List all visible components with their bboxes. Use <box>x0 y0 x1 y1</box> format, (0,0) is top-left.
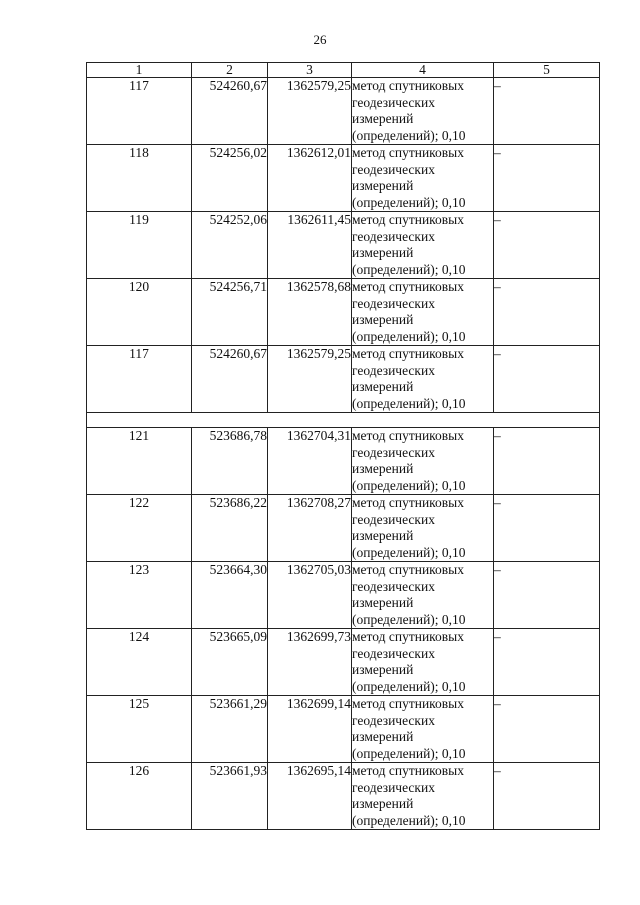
y-coordinate-cell: 1362699,14 <box>268 696 352 763</box>
x-coordinate-cell: 524256,02 <box>192 145 268 212</box>
method-text-line: метод спутниковых <box>352 145 464 160</box>
table-row <box>87 145 600 212</box>
note-cell: – <box>494 346 600 413</box>
note-cell: – <box>494 279 600 346</box>
method-text-line: измерений <box>352 528 414 543</box>
method-cell <box>352 279 494 346</box>
header-col-2: 2 <box>192 63 268 78</box>
table-header <box>87 63 600 78</box>
method-text-line: метод спутниковых <box>352 428 464 443</box>
method-text-line: (определений); 0,10 <box>352 745 466 761</box>
note-cell: – <box>494 78 600 145</box>
note-cell: – <box>494 495 600 562</box>
table-row <box>87 78 600 145</box>
method-text-line: (определений); 0,10 <box>352 477 466 493</box>
table-row <box>87 279 600 346</box>
y-coordinate-cell: 1362611,45 <box>268 212 352 279</box>
method-cell <box>352 495 494 562</box>
table-row <box>87 763 600 830</box>
method-text-line: геодезических <box>352 161 435 177</box>
point-number-cell: 125 <box>87 696 192 763</box>
method-cell <box>352 696 494 763</box>
method-text-line: измерений <box>352 595 414 610</box>
point-number-cell: 123 <box>87 562 192 629</box>
y-coordinate-cell: 1362699,73 <box>268 629 352 696</box>
note-cell: – <box>494 696 600 763</box>
method-text-line: метод спутниковых <box>352 279 464 294</box>
method-text-line: геодезических <box>352 712 435 728</box>
method-text-line: (определений); 0,10 <box>352 127 466 143</box>
table-row <box>87 428 600 495</box>
x-coordinate-cell: 524260,67 <box>192 78 268 145</box>
table-row <box>87 346 600 413</box>
x-coordinate-cell: 524252,06 <box>192 212 268 279</box>
method-text-line: измерений <box>352 245 414 260</box>
note-cell: – <box>494 145 600 212</box>
method-text-line: измерений <box>352 662 414 677</box>
y-coordinate-cell: 1362695,14 <box>268 763 352 830</box>
note-cell: – <box>494 629 600 696</box>
method-text-line: геодезических <box>352 362 435 378</box>
method-text-line: измерений <box>352 461 414 476</box>
method-text-line: метод спутниковых <box>352 629 464 644</box>
method-text-line: измерений <box>352 111 414 126</box>
method-text-line: (определений); 0,10 <box>352 261 466 277</box>
point-number-cell: 117 <box>87 78 192 145</box>
method-text-line: измерений <box>352 729 414 744</box>
method-text-line: геодезических <box>352 228 435 244</box>
method-text-line: измерений <box>352 379 414 394</box>
point-number-cell: 126 <box>87 763 192 830</box>
y-coordinate-cell: 1362704,31 <box>268 428 352 495</box>
method-text-line: геодезических <box>352 779 435 795</box>
x-coordinate-cell: 523665,09 <box>192 629 268 696</box>
method-text-line: метод спутниковых <box>352 562 464 577</box>
method-text-line: геодезических <box>352 94 435 110</box>
method-text-line: метод спутниковых <box>352 763 464 778</box>
y-coordinate-cell: 1362579,25 <box>268 346 352 413</box>
coordinates-table <box>86 62 600 830</box>
method-text-line: измерений <box>352 796 414 811</box>
method-cell <box>352 78 494 145</box>
table-row <box>87 212 600 279</box>
header-col-4: 4 <box>352 63 494 78</box>
group-separator-row <box>87 413 600 428</box>
method-text-line: (определений); 0,10 <box>352 678 466 694</box>
point-number-cell: 117 <box>87 346 192 413</box>
point-number-cell: 120 <box>87 279 192 346</box>
header-row <box>87 63 600 78</box>
y-coordinate-cell: 1362579,25 <box>268 78 352 145</box>
table-row <box>87 562 600 629</box>
method-cell <box>352 346 494 413</box>
method-text-line: геодезических <box>352 645 435 661</box>
point-number-cell: 124 <box>87 629 192 696</box>
method-text-line: геодезических <box>352 578 435 594</box>
method-text-line: измерений <box>352 178 414 193</box>
method-text-line: геодезических <box>352 511 435 527</box>
point-number-cell: 118 <box>87 145 192 212</box>
table-row <box>87 495 600 562</box>
x-coordinate-cell: 524256,71 <box>192 279 268 346</box>
table-row <box>87 696 600 763</box>
method-cell <box>352 145 494 212</box>
method-cell <box>352 629 494 696</box>
point-number-cell: 121 <box>87 428 192 495</box>
method-text-line: (определений); 0,10 <box>352 328 466 344</box>
note-cell: – <box>494 428 600 495</box>
x-coordinate-cell: 523686,22 <box>192 495 268 562</box>
note-cell: – <box>494 763 600 830</box>
point-number-cell: 119 <box>87 212 192 279</box>
method-text-line: метод спутниковых <box>352 696 464 711</box>
x-coordinate-cell: 523661,93 <box>192 763 268 830</box>
method-text-line: (определений); 0,10 <box>352 194 466 210</box>
method-text-line: измерений <box>352 312 414 327</box>
y-coordinate-cell: 1362612,01 <box>268 145 352 212</box>
y-coordinate-cell: 1362705,03 <box>268 562 352 629</box>
method-text-line: метод спутниковых <box>352 495 464 510</box>
method-text-line: (определений); 0,10 <box>352 611 466 627</box>
header-col-1: 1 <box>87 63 192 78</box>
method-text-line: геодезических <box>352 295 435 311</box>
header-col-3: 3 <box>268 63 352 78</box>
method-cell <box>352 212 494 279</box>
x-coordinate-cell: 523664,30 <box>192 562 268 629</box>
y-coordinate-cell: 1362708,27 <box>268 495 352 562</box>
method-cell <box>352 763 494 830</box>
method-text-line: (определений); 0,10 <box>352 812 466 828</box>
method-text-line: (определений); 0,10 <box>352 395 466 411</box>
method-text-line: метод спутниковых <box>352 346 464 361</box>
y-coordinate-cell: 1362578,68 <box>268 279 352 346</box>
method-text-line: метод спутниковых <box>352 212 464 227</box>
header-col-5: 5 <box>494 63 600 78</box>
group-separator-cell <box>87 413 600 428</box>
x-coordinate-cell: 524260,67 <box>192 346 268 413</box>
table-row <box>87 629 600 696</box>
method-cell <box>352 428 494 495</box>
x-coordinate-cell: 523661,29 <box>192 696 268 763</box>
point-number-cell: 122 <box>87 495 192 562</box>
method-text-line: геодезических <box>352 444 435 460</box>
method-cell <box>352 562 494 629</box>
method-text-line: метод спутниковых <box>352 78 464 93</box>
page-number: 26 <box>313 32 327 47</box>
table-body <box>87 78 600 830</box>
method-text-line: (определений); 0,10 <box>352 544 466 560</box>
note-cell: – <box>494 562 600 629</box>
note-cell: – <box>494 212 600 279</box>
x-coordinate-cell: 523686,78 <box>192 428 268 495</box>
